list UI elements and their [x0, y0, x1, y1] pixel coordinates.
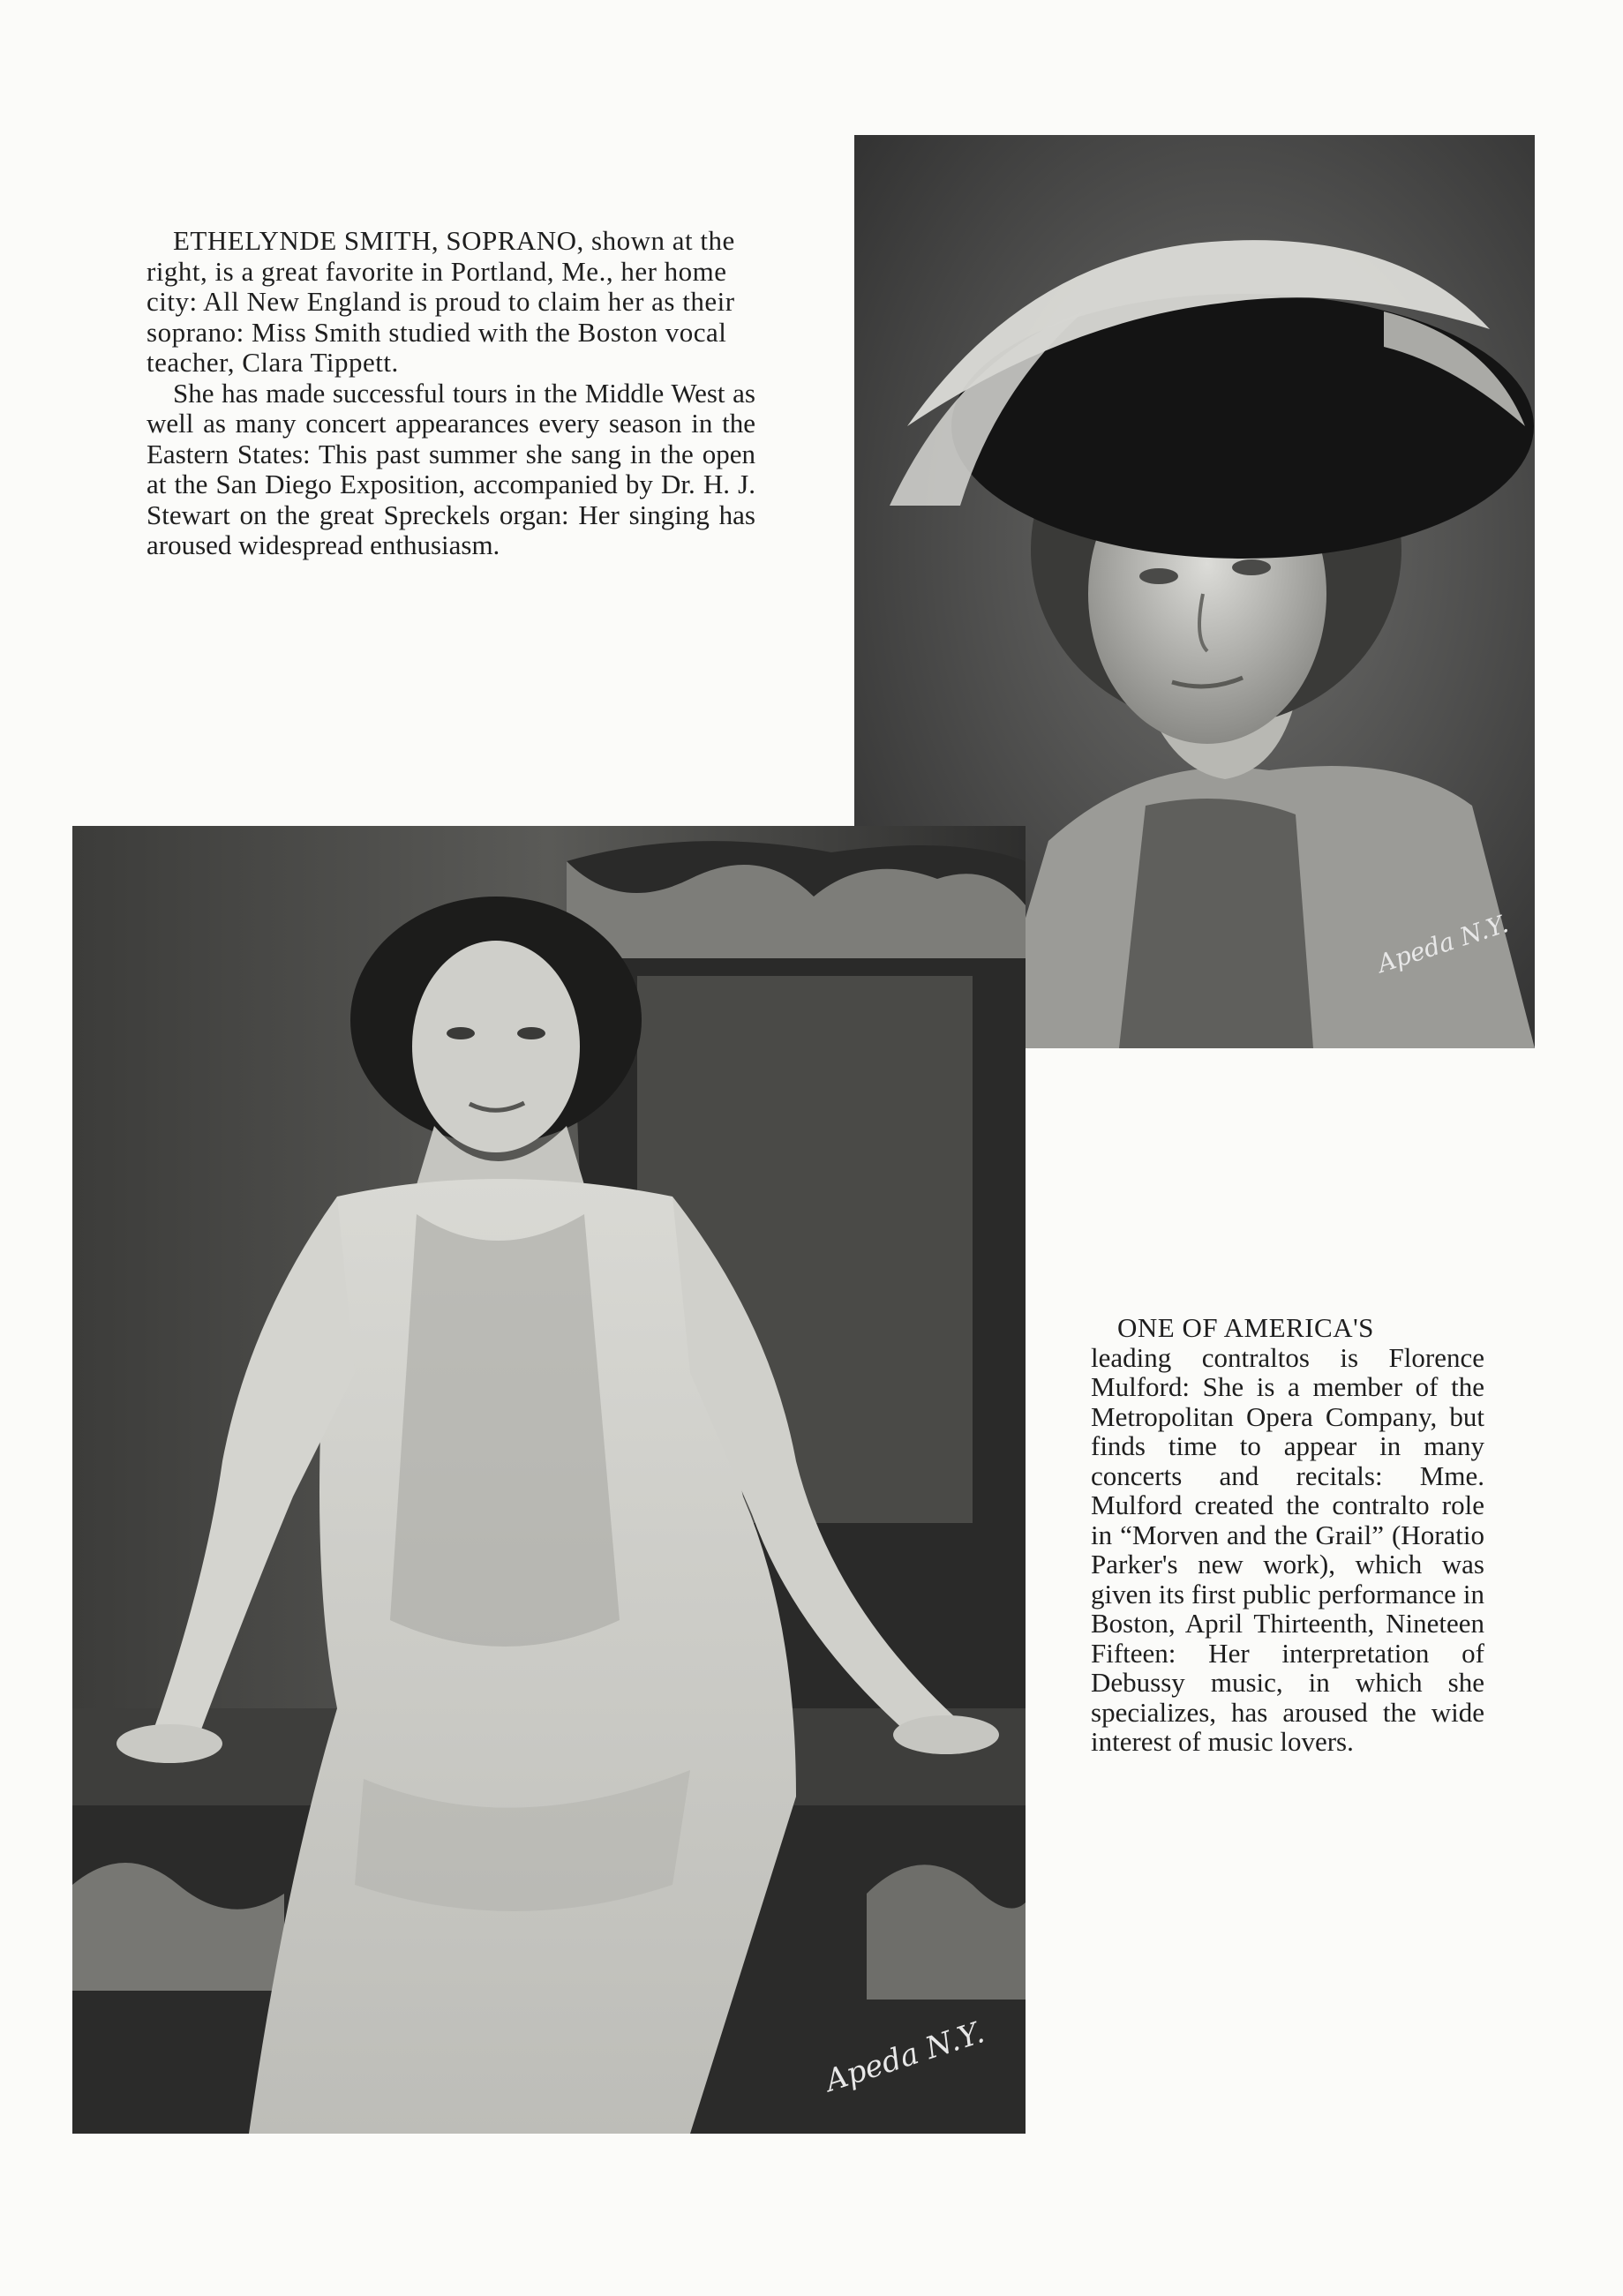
smith-caption-paragraph-2: She has made successful tours in the Middle West as well as many concert appearances every season in the Eastern States: This past summer she sang in the open at the San Diego Exposition, accompanied by Dr. H. J. Stewart on the great Spreckels organ: Her singing has aroused widespread enthusiasm. — [147, 377, 755, 560]
mulford-caption — [1091, 1313, 1484, 1757]
mulford-photo-signature: Apeda N.Y. — [821, 2015, 989, 2099]
smith-caption-paragraph-1 — [147, 226, 755, 379]
mulford-caption-text: leading contraltos is Florence Mulford: She is a member of the Metropolitan Opera Company, but finds time to appear in many concerts and recitals: Mme. Mulford created the contralto role in “Morven and the Grail” (Horatio Parker's new work), which was given its first public performance in Boston, April Thirteenth, Nineteen Fifteen: Her interpretation of Debussy music, in which she specializes, has aroused the wide interest of music lovers. — [1091, 1341, 1484, 1757]
smith-caption-text-1: shown at the right, is a great favorite in Portland, Me., her home city: All New England is proud to claim her as their soprano: Miss Smith studied with the Boston vocal teacher, Clara Tippett. — [147, 225, 735, 378]
smith-photo-signature: Apeda N.Y. — [1373, 909, 1512, 979]
smith-caption-heading: ETHELYNDE SMITH, SOPRANO, — [173, 225, 584, 256]
smith-caption — [147, 226, 755, 561]
mulford-caption-heading: ONE OF AMERICA'S — [1117, 1312, 1374, 1343]
mulford-portrait-image — [72, 826, 1026, 2134]
mulford-portrait-photo — [72, 826, 1026, 2134]
